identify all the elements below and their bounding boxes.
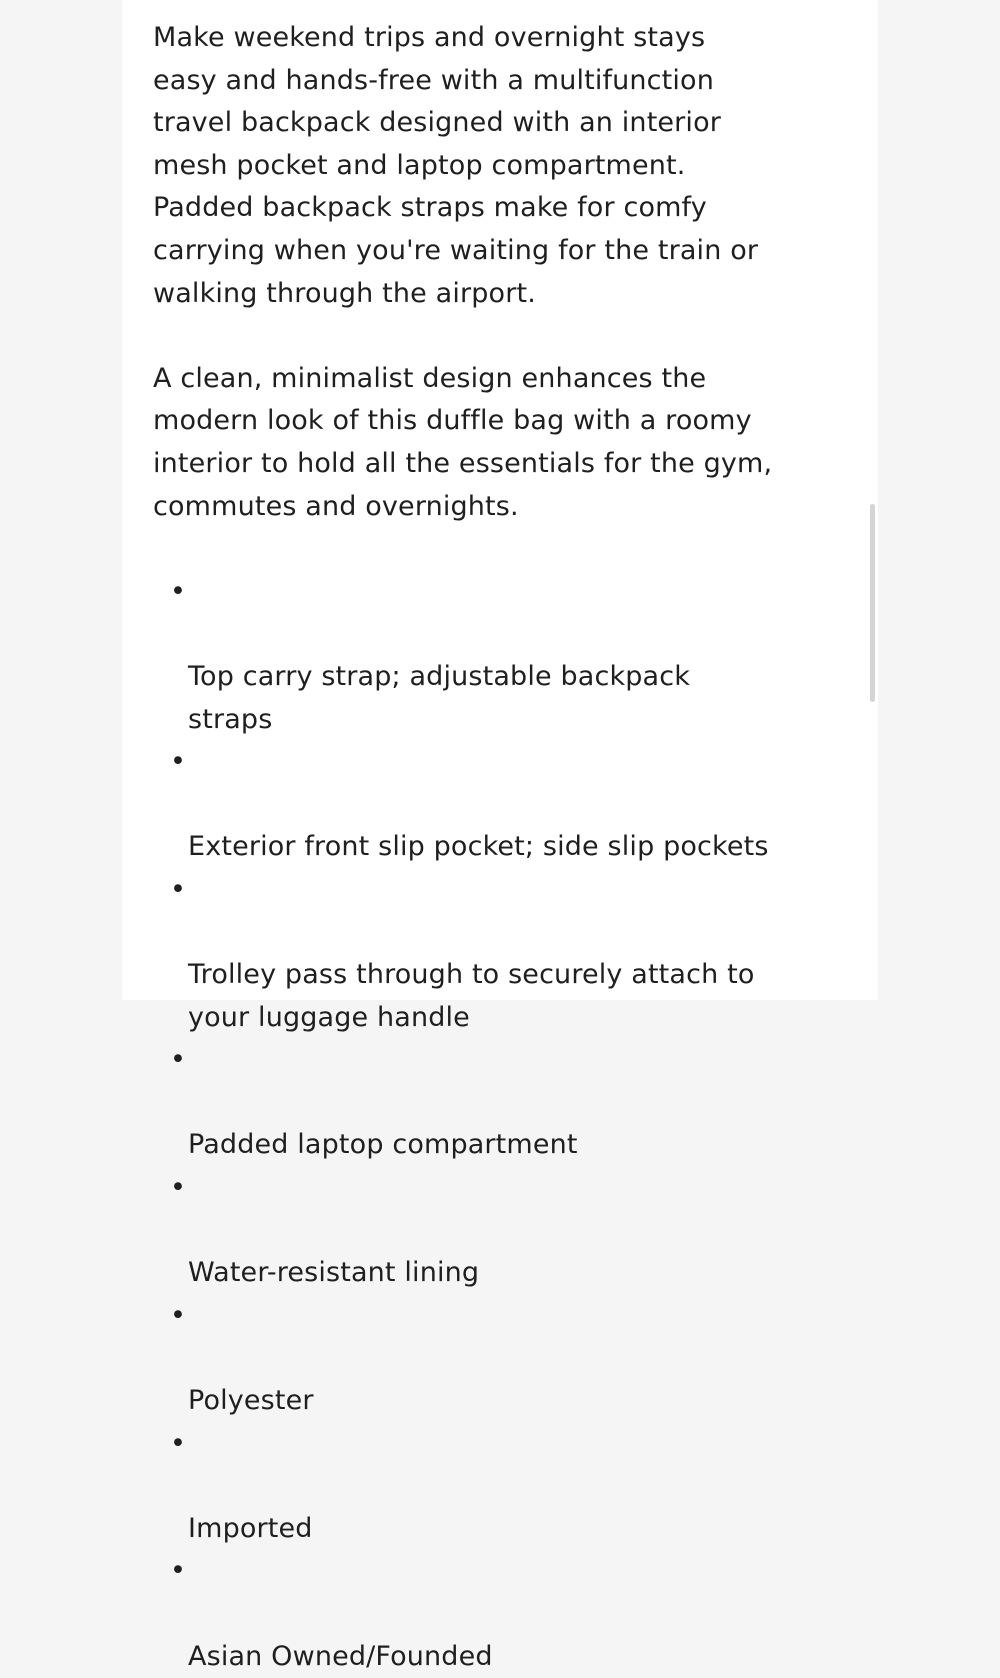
bullet-icon: •: [170, 1427, 187, 1459]
feature-item: [153, 1295, 853, 1423]
feature-item: [153, 571, 853, 741]
description-paragraph-2: A clean, minimalist design enhances the modern look of this duffle bag with a roomy interior to hold all the essentials for the gym, commutes and overnights.: [153, 362, 773, 522]
bullet-icon: •: [170, 873, 187, 905]
feature-text: Padded laptop compartment: [188, 1129, 578, 1161]
feature-text: Trolley pass through to securely attach to your luggage handle: [188, 959, 755, 1033]
bullet-icon: •: [170, 1299, 187, 1331]
feature-text: Top carry strap; adjustable backpack straps: [188, 660, 690, 735]
feature-text: Asian Owned/Founded: [188, 1640, 493, 1672]
bullet-icon: •: [170, 575, 187, 607]
feature-item: [153, 869, 853, 1039]
feature-item: [153, 1039, 853, 1167]
feature-list: [153, 571, 853, 1678]
bullet-icon: •: [170, 1172, 187, 1204]
feature-item: [153, 741, 853, 869]
scrollbar-thumb[interactable]: [870, 504, 875, 702]
feature-item: [153, 1167, 853, 1295]
product-description: [153, 17, 853, 1678]
bullet-icon: •: [170, 1555, 187, 1587]
feature-item: [153, 1550, 853, 1678]
feature-item: [153, 1423, 853, 1551]
bullet-icon: •: [170, 1044, 187, 1076]
feature-text: Polyester: [188, 1385, 314, 1416]
feature-text: Exterior front slip pocket; side slip pockets: [188, 831, 769, 863]
feature-text: Imported: [188, 1512, 313, 1544]
feature-text: Water-resistant lining: [188, 1257, 480, 1289]
bullet-icon: •: [170, 746, 187, 778]
description-paragraph-1: Make weekend trips and overnight stays easy and hands-free with a multifunction travel backpack designed with an interior mesh pocket and laptop compartment. Padded backpack straps make for comfy carrying when you're waiting for the train or walking through the airport.: [153, 22, 759, 309]
